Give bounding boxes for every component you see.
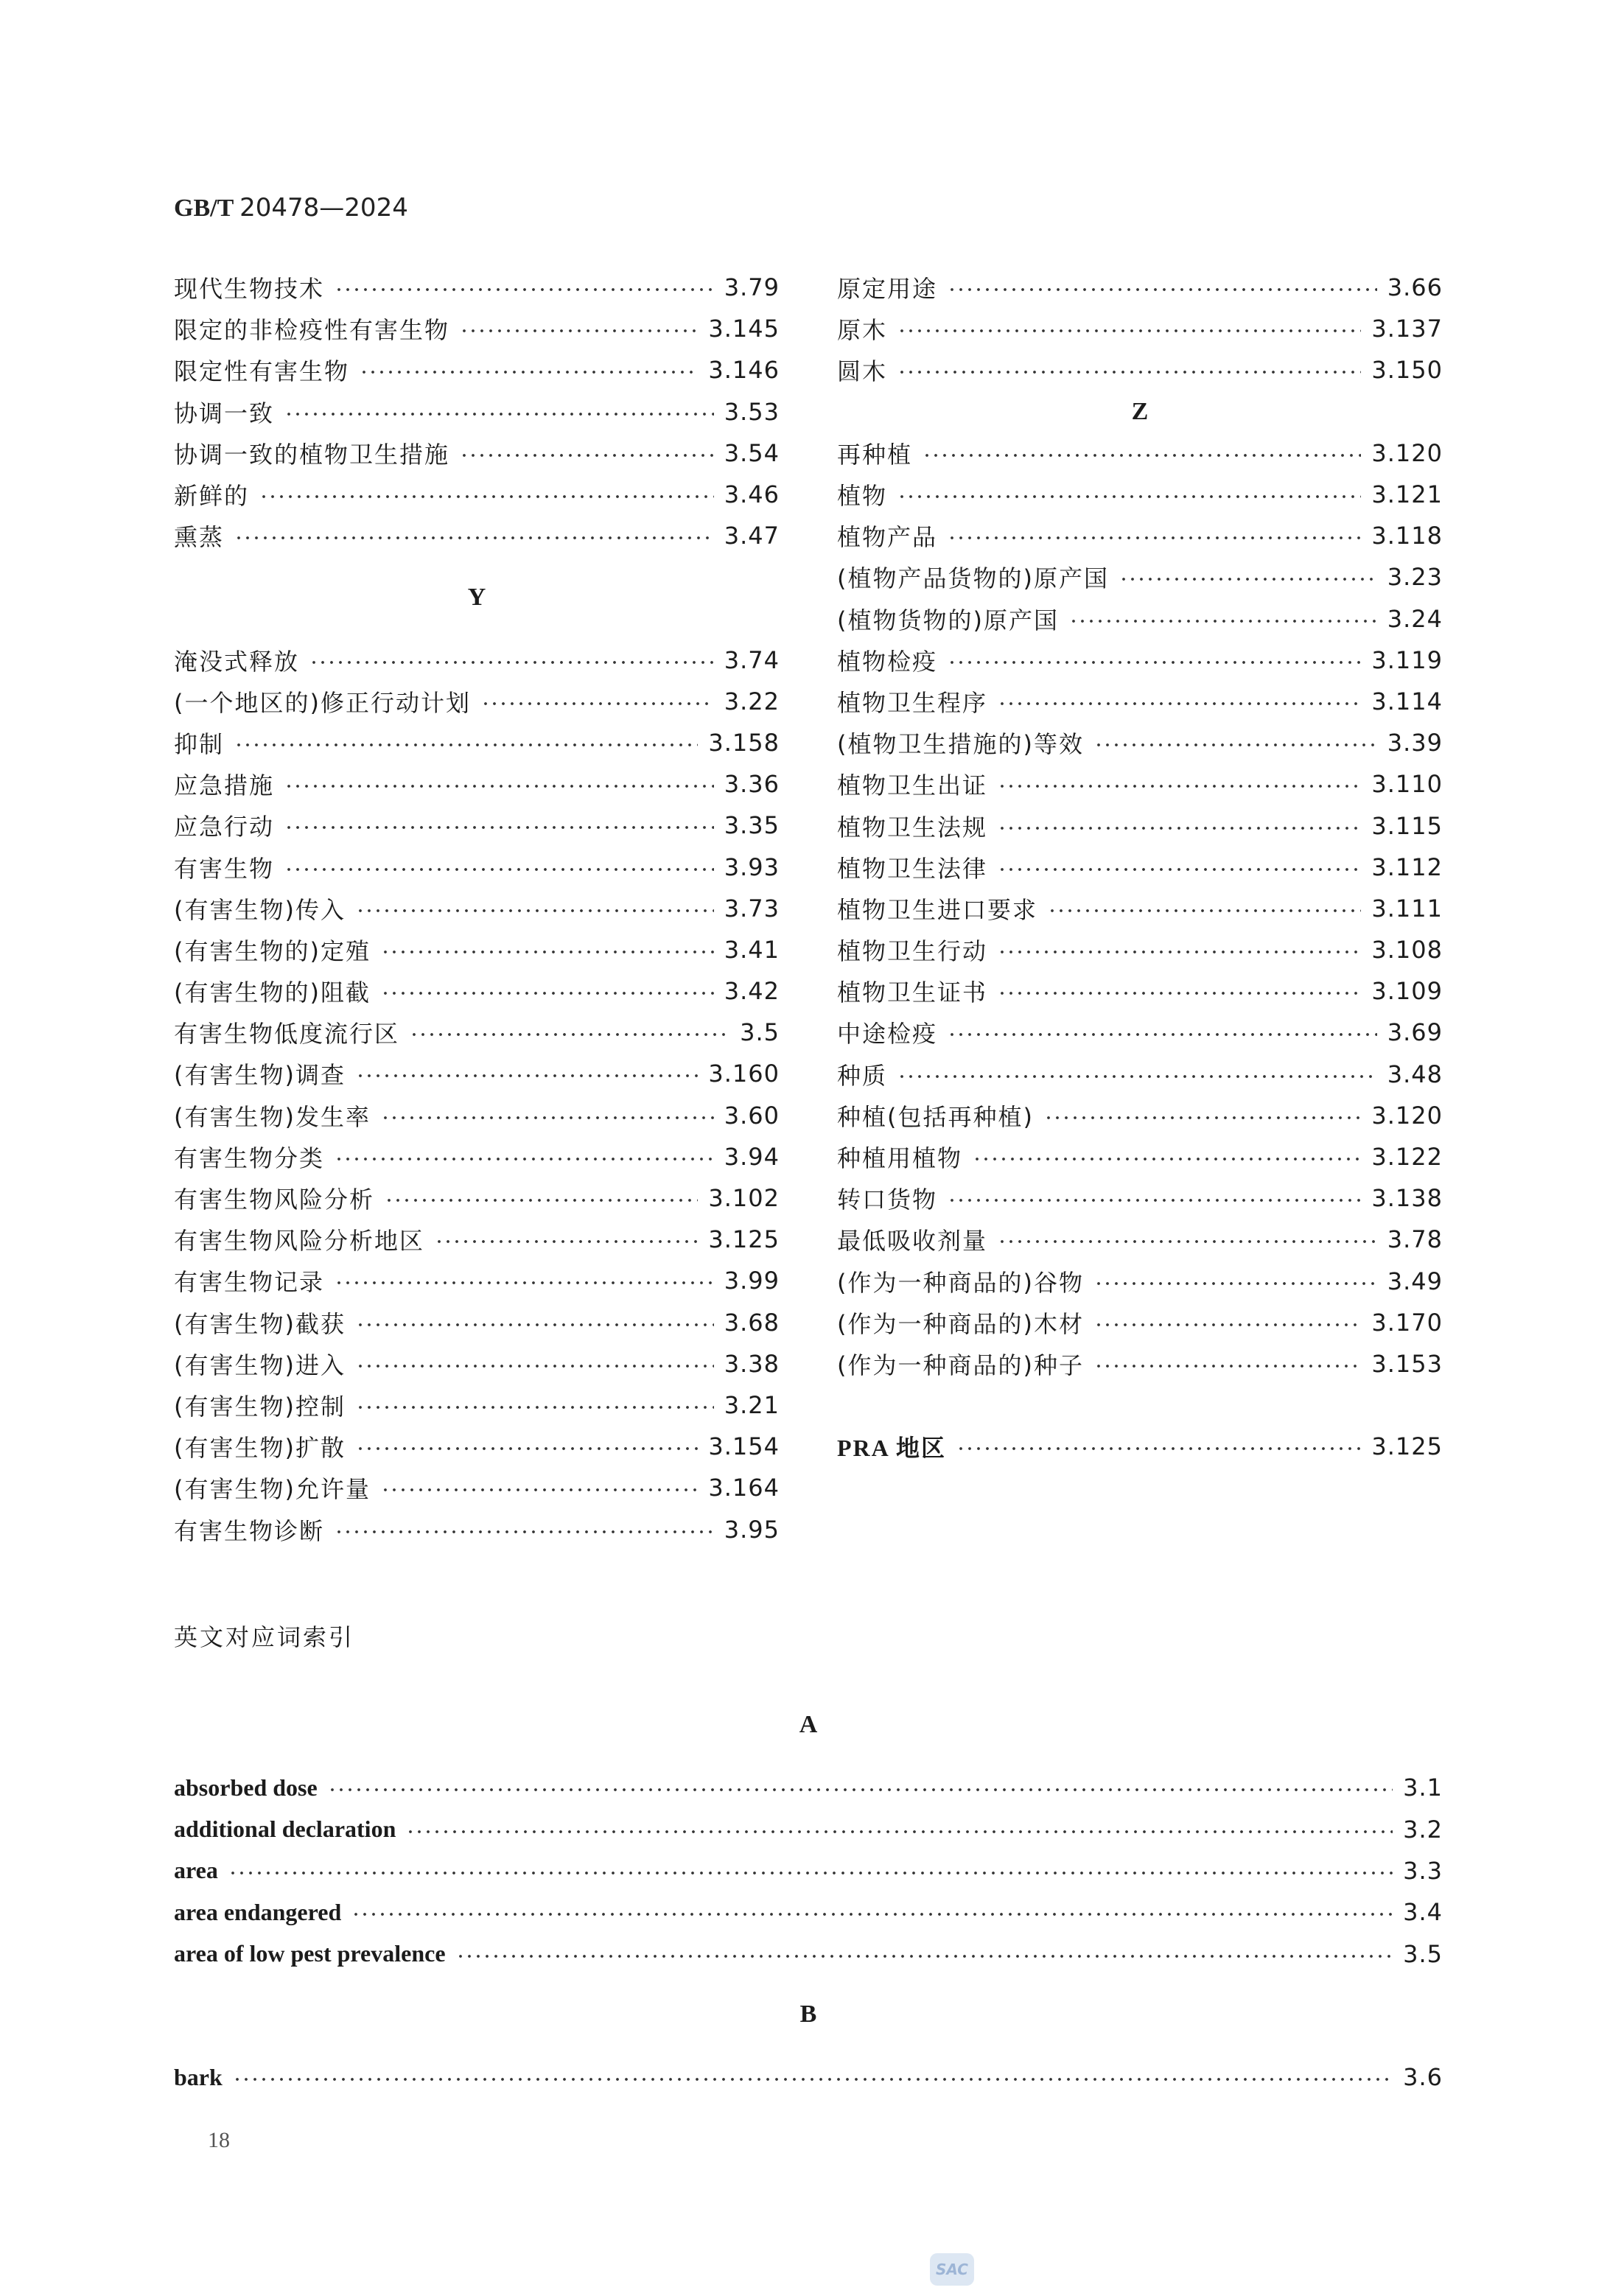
dot-leader [948,1197,1361,1203]
document-header [174,193,408,223]
entry-term: 有害生物风险分析地区 [174,1227,425,1256]
entry-ref: 3.160 [708,1060,780,1088]
entry-ref: 3.41 [724,935,780,964]
dot-leader [356,1404,714,1410]
index-entry [837,1177,1443,1219]
entry-term: (有害生物的)阻截 [174,979,371,1007]
dot-leader [435,1239,698,1244]
entry-term: 新鲜的 [174,482,250,511]
entry-ref: 3.170 [1371,1308,1443,1337]
entry-ref: 3.122 [1371,1143,1443,1172]
dot-leader [284,825,714,830]
entry-term: 种质 [837,1061,888,1090]
dot-leader [897,1074,1377,1079]
index-entry [174,1012,780,1053]
dot-leader [923,452,1361,458]
english-section-a [174,1704,1443,1975]
entry-term: 植物卫生法规 [837,813,988,841]
entry-term: 植物卫生进口要求 [837,895,1038,924]
dot-leader [973,1156,1361,1162]
entry-term: 有害生物分类 [174,1144,325,1172]
index-entry [837,308,1443,349]
index-entry [174,722,780,763]
section-letter-z: Z [1131,397,1149,425]
entry-ref: 3.119 [1371,645,1443,674]
index-entry [174,1384,780,1426]
index-entry [837,1054,1443,1095]
index-entry [837,433,1443,474]
entry-ref: 3.74 [724,645,780,674]
index-entry [837,929,1443,970]
dot-leader [385,1197,698,1203]
entry-ref: 3.21 [724,1390,780,1419]
entry-ref: 3.69 [1387,1018,1443,1047]
entry-ref: 3.54 [724,438,780,467]
index-entry [174,1343,780,1384]
english-list-a [174,1767,1443,1975]
dot-leader [460,452,714,458]
entry-ref: 3.138 [1371,1184,1443,1213]
index-entry [174,970,780,1012]
entry-ref: 3.108 [1371,936,1443,965]
dot-leader [948,287,1377,293]
index-entry [174,1053,780,1094]
dot-leader [1094,1322,1361,1328]
index-entry [837,556,1443,598]
entry-term: (有害生物)扩散 [174,1434,346,1463]
dot-leader [998,990,1361,996]
dot-leader [309,659,714,665]
entry-ref: 3.48 [1387,1060,1443,1088]
entry-term: 中途检疫 [837,1020,938,1049]
english-index-title: 英文对应词索引 [174,1623,355,1651]
entry-term: 应急行动 [174,813,275,841]
entry-ref: 3.66 [1387,273,1443,302]
index-entry [837,1219,1443,1260]
index-entry [837,763,1443,805]
dot-leader [335,287,714,293]
entry-term: 现代生物技术 [174,275,325,304]
index-entry [174,888,780,929]
entry-term: 限定的非检疫性有害生物 [174,316,450,345]
entry-term: 种植(包括再种植) [837,1102,1034,1131]
index-entry [174,1850,1443,1891]
dot-leader [998,825,1361,831]
entry-ref: 3.153 [1371,1349,1443,1378]
dot-leader [456,1953,1393,1959]
dot-leader [897,369,1361,375]
entry-ref: 3.118 [1371,522,1443,550]
index-entry-pra [837,1426,1443,1467]
entry-ref: 3.164 [708,1474,780,1502]
entry-term: 植物卫生行动 [837,937,988,966]
index-entry [837,681,1443,722]
entry-ref: 3.146 [708,356,780,385]
entry-term: (有害生物)进入 [174,1351,346,1379]
entry-term: (植物卫生措施的)等效 [837,730,1084,759]
index-entry [837,1136,1443,1177]
entry-term: 转口货物 [837,1186,938,1214]
entry-ref: 3.46 [724,480,780,509]
entry-ref: 3.114 [1371,687,1443,715]
entry-ref: 3.95 [724,1515,780,1544]
entry-term: area of low pest prevalence [174,1940,446,1967]
index-entry [837,1012,1443,1053]
dot-leader [335,1156,714,1162]
entry-ref: 3.99 [724,1267,780,1295]
entry-ref: 3.1 [1403,1774,1443,1802]
index-entry [174,1767,1443,1808]
entry-term: (作为一种商品的)种子 [837,1351,1084,1379]
entry-ref: 3.24 [1387,604,1443,633]
index-entry [837,1095,1443,1136]
dot-leader [328,1787,1393,1793]
entry-ref: 3.6 [1403,2063,1443,2092]
entry-ref: 3.2 [1403,1815,1443,1844]
entry-ref: 3.112 [1371,853,1443,881]
entry-ref: 3.68 [724,1308,780,1337]
index-entry [174,640,780,681]
entry-term: area [174,1857,218,1884]
dot-leader [356,1446,698,1452]
left-group-y [174,640,780,1550]
index-entry [174,1136,780,1177]
index-entry [174,929,780,970]
entry-term: (有害生物)截获 [174,1309,346,1338]
entry-term: 再种植 [837,440,913,469]
entry-term: 最低吸收剂量 [837,1227,988,1256]
index-entry [174,1808,1443,1849]
english-list-b [174,2056,1443,2098]
dot-leader [1094,1281,1377,1286]
entry-term: (作为一种商品的)谷物 [837,1268,1084,1297]
dot-leader [360,369,698,375]
index-entry [174,391,780,433]
dot-leader [356,1363,714,1369]
index-entry [174,1177,780,1219]
index-entry [174,1891,1443,1933]
entry-term: (一个地区的)修正行动计划 [174,688,471,717]
index-entry [174,1467,780,1508]
index-entry [837,1343,1443,1384]
index-entry [174,515,780,556]
dot-leader [259,494,714,500]
index-entry [174,433,780,474]
dot-leader [228,1870,1393,1876]
entry-ref: 3.79 [724,273,780,302]
entry-ref: 3.73 [724,894,780,923]
index-entry [174,1302,780,1343]
entry-term: 有害生物记录 [174,1268,325,1297]
dot-leader [948,659,1361,665]
entry-ref: 3.137 [1371,315,1443,343]
index-entry [837,349,1443,391]
index-entry [837,888,1443,929]
entry-ref: 3.120 [1371,438,1443,467]
entry-ref: 3.39 [1387,729,1443,757]
entry-term: (有害生物)调查 [174,1061,346,1090]
entry-term: (有害生物)允许量 [174,1475,371,1504]
dot-leader [381,949,714,955]
index-entry [837,598,1443,640]
index-entry [174,846,780,887]
entry-ref: 3.93 [724,853,780,881]
entry-term: (有害生物)控制 [174,1392,346,1421]
entry-ref: 3.4 [1403,1898,1443,1927]
index-entry [837,970,1443,1012]
entry-ref: 3.150 [1371,356,1443,385]
index-entry [837,1261,1443,1302]
entry-ref: 3.154 [708,1432,780,1461]
section-letter-a: A [799,1711,818,1738]
index-entry [837,805,1443,846]
index-entry [174,1426,780,1467]
left-group-top [174,267,780,556]
entry-ref: 3.3 [1403,1856,1443,1885]
entry-ref: 3.109 [1371,977,1443,1006]
dot-leader [998,867,1361,872]
dot-leader [956,1446,1361,1452]
index-entry [837,1302,1443,1343]
entry-ref: 3.94 [724,1142,780,1171]
index-entry [174,1095,780,1136]
entry-term: 原木 [837,316,888,345]
entry-ref: 3.115 [1371,811,1443,840]
dot-leader [1044,1115,1361,1121]
entry-term: 植物产品 [837,523,938,552]
entry-term: 熏蒸 [174,523,225,552]
entry-ref: 3.42 [724,977,780,1006]
entry-term: 植物 [837,482,888,511]
dot-leader [284,783,714,789]
section-letter-y: Y [467,584,486,612]
index-entry [174,1508,780,1550]
dot-leader [234,535,714,541]
index-entry [174,805,780,846]
dot-leader [897,328,1361,334]
entry-ref: 3.47 [724,522,780,550]
entry-ref: 3.5 [1403,1939,1443,1968]
index-entry [174,267,780,308]
dot-leader [460,328,698,334]
right-group-z [837,433,1443,1384]
entry-ref: 3.120 [1371,1101,1443,1130]
entry-term: 有害生物诊断 [174,1516,325,1545]
dot-leader [356,1322,714,1328]
dot-leader [481,701,714,707]
dot-leader [998,783,1361,789]
dot-leader [410,1032,729,1037]
index-entry [174,474,780,515]
english-section-b [174,1994,1443,2098]
entry-ref: 3.53 [724,397,780,426]
entry-term: 植物卫生出证 [837,771,988,800]
dot-leader [1048,908,1361,914]
entry-ref: 3.22 [724,687,780,715]
entry-term: 应急措施 [174,771,275,800]
entry-ref: 3.5 [740,1018,780,1047]
page-number: 18 [208,2128,230,2152]
entry-ref: 3.110 [1371,770,1443,799]
index-entry [837,515,1443,556]
entry-ref: 3.102 [708,1184,780,1213]
entry-ref: 3.121 [1371,480,1443,509]
index-entry [174,681,780,722]
entry-term: area endangered [174,1898,342,1925]
sac-logo-icon: SAC [930,2253,974,2286]
entry-ref: 3.35 [724,811,780,840]
entry-term: 协调一致 [174,399,275,427]
dot-leader [1069,618,1377,624]
dot-leader [1094,1363,1361,1369]
dot-leader [948,535,1361,541]
left-index-column [174,267,780,1550]
entry-ref: 3.36 [724,770,780,799]
entry-term: PRA 地区 [837,1435,947,1462]
index-entry [174,1219,780,1260]
index-entry [174,308,780,349]
entry-ref: 3.125 [708,1225,780,1254]
dot-leader [1094,742,1377,748]
dot-leader [356,1073,698,1079]
index-entry [837,267,1443,308]
index-entry [837,722,1443,763]
entry-term: 植物检疫 [837,647,938,676]
entry-term: 种植用植物 [837,1144,963,1173]
standard-number: 20478—2024 [239,193,408,223]
entry-term: 有害生物低度流行区 [174,1020,400,1049]
index-entry [174,1260,780,1301]
dot-leader [234,742,698,748]
index-entry [837,474,1443,515]
section-letter-b: B [799,2000,817,2028]
entry-ref: 3.60 [724,1101,780,1130]
entry-term: 协调一致的植物卫生措施 [174,440,450,469]
dot-leader [356,908,714,914]
entry-term: 抑制 [174,729,225,758]
right-group-top [837,267,1443,391]
entry-term: absorbed dose [174,1774,318,1801]
entry-term: 有害生物 [174,854,275,883]
dot-leader [998,701,1361,707]
entry-term: 植物卫生法律 [837,854,988,883]
entry-ref: 3.145 [708,315,780,343]
entry-term: (作为一种商品的)木材 [837,1309,1084,1338]
index-entry [174,1933,1443,1975]
dot-leader [1119,576,1377,582]
right-index-column [837,267,1443,1467]
entry-term: (植物产品货物的)原产国 [837,564,1109,593]
entry-term: 植物卫生证书 [837,979,988,1007]
dot-leader [897,494,1361,500]
entry-ref: 3.38 [724,1349,780,1378]
entry-term: (有害生物)发生率 [174,1102,371,1131]
entry-term: 圆木 [837,357,888,386]
entry-term: (植物货物的)原产国 [837,606,1059,634]
entry-term: 淹没式释放 [174,647,300,676]
dot-leader [948,1032,1377,1037]
entry-term: (有害生物)传入 [174,895,346,924]
dot-leader [998,949,1361,955]
entry-ref: 3.23 [1387,563,1443,592]
index-entry [837,847,1443,888]
dot-leader [335,1529,714,1535]
entry-term: (有害生物的)定殖 [174,937,371,965]
dot-leader [406,1829,1393,1835]
entry-term: bark [174,2063,223,2090]
dot-leader [351,1911,1393,1917]
dot-leader [284,867,714,872]
entry-ref: 3.78 [1387,1225,1443,1254]
entry-ref: 3.49 [1387,1267,1443,1295]
dot-leader [233,2076,1393,2082]
entry-ref: 3.125 [1371,1432,1443,1461]
entry-ref: 3.158 [708,728,780,757]
index-entry [174,763,780,805]
dot-leader [335,1280,714,1286]
entry-term: additional declaration [174,1816,396,1843]
index-entry [174,2056,1443,2098]
standard-prefix: GB/T [174,195,234,222]
entry-term: 有害生物风险分析 [174,1186,375,1214]
dot-leader [381,990,714,996]
entry-term: 原定用途 [837,275,938,304]
index-entry [174,349,780,391]
entry-ref: 3.111 [1371,894,1443,923]
entry-term: 植物卫生程序 [837,688,988,717]
dot-leader [381,1487,698,1493]
index-entry [837,640,1443,681]
dot-leader [381,1115,714,1121]
entry-term: 限定性有害生物 [174,357,350,386]
dot-leader [284,411,714,417]
dot-leader [998,1239,1377,1244]
